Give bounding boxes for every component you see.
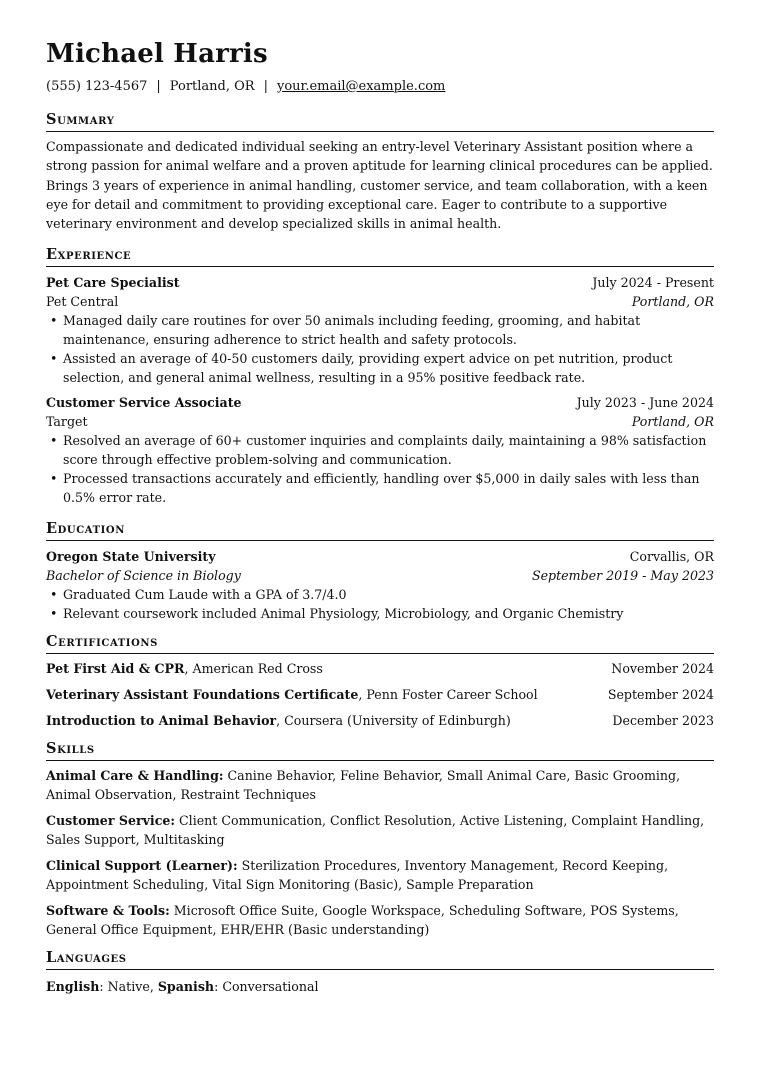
certification-name: Veterinary Assistant Foundations Certificate (46, 687, 359, 703)
summary-text: Compassionate and dedicated individual seeking an entry-level Veterinary Assistant position where a strong passion for animal welfare and a proven aptitude for learning clinical procedures can be applied. Brings 3 years of experience in animal handling, customer service, and team collaboration, with a keen eye for detail and commitment to providing exceptional care. Eager to contribute to a supportive veterinary environment and develop specialized skills in animal health. (46, 139, 713, 232)
phone-number: (555) 123-4567 (46, 79, 148, 94)
job-entry (46, 393, 714, 507)
contact-line (46, 79, 714, 95)
section-title-experience: Experience (46, 246, 714, 267)
education-bullets (46, 585, 714, 623)
language-name: Spanish (157, 979, 215, 995)
job-entry (46, 273, 714, 387)
bullet-text: Relevant coursework included Animal Physiology, Microbiology, and Organic Chemistry (63, 606, 624, 622)
bullet-text: Resolved an average of 60+ customer inquiries and complaints daily, maintaining a 98% satisfaction score through effective problem-solving and communication. (63, 433, 707, 468)
bullet-icon: • (50, 351, 58, 367)
job-role: Pet Care Specialist (46, 275, 180, 291)
job-location: Portland, OR (631, 294, 714, 310)
degree: Bachelor of Science in Biology (46, 568, 241, 584)
certification-row (46, 659, 714, 678)
certification-title (46, 685, 538, 704)
job-location: Portland, OR (631, 414, 714, 430)
certification-issuer: , Penn Foster Career School (358, 687, 538, 703)
contact-separator: | (156, 79, 161, 94)
job-role: Customer Service Associate (46, 395, 242, 411)
email-link[interactable]: your.email@example.com (276, 79, 446, 94)
skill-group (46, 811, 714, 849)
certification-date: December 2023 (612, 713, 714, 729)
language-name: English (46, 979, 100, 995)
list-item (46, 469, 714, 507)
job-bullets (46, 311, 714, 387)
skill-label: Animal Care & Handling: (46, 768, 224, 784)
list-item (46, 431, 714, 469)
skill-group (46, 766, 714, 804)
bullet-icon: • (50, 471, 58, 487)
section-title-education: Education (46, 520, 714, 541)
section-title-summary: Summary (46, 111, 714, 132)
bullet-text: Processed transactions accurately and efficiently, handling over $5,000 in daily sales with less than 0.5% error rate. (63, 471, 700, 506)
section-title-skills: Skills (46, 740, 714, 761)
skill-text: Canine Behavior, Feline Behavior, Small Animal Care, Basic Grooming, Animal Observation, Restraint Techniques (46, 768, 681, 803)
bullet-icon: • (50, 587, 58, 603)
skill-label: Clinical Support (Learner): (46, 858, 238, 874)
education-header (46, 547, 714, 566)
certification-date: November 2024 (611, 661, 714, 677)
list-item (46, 604, 714, 623)
languages-line (46, 977, 714, 996)
skill-group (46, 856, 714, 894)
job-header (46, 273, 714, 292)
school-name: Oregon State University (46, 549, 216, 565)
bullet-icon: • (50, 313, 58, 329)
job-company: Pet Central (46, 294, 119, 310)
certification-row (46, 711, 714, 730)
job-subheader (46, 412, 714, 431)
bullet-text: Managed daily care routines for over 50 animals including feeding, grooming, and habitat maintenance, ensuring adherence to strict health and safety protocols. (63, 313, 641, 348)
certification-name: Pet First Aid & CPR (46, 661, 185, 677)
section-title-languages: Languages (46, 949, 714, 970)
education-entry (46, 547, 714, 623)
job-dates: July 2024 - Present (592, 275, 714, 291)
location: Portland, OR (169, 79, 255, 94)
skill-group (46, 901, 714, 939)
skills-list (46, 766, 714, 939)
bullet-text: Assisted an average of 40-50 customers daily, providing expert advice on pet nutrition, product selection, and general animal wellness, resulting in a 95% positive feedback rate. (63, 351, 673, 386)
job-header (46, 393, 714, 412)
language-level: : Conversational (214, 979, 319, 995)
job-dates: July 2023 - June 2024 (576, 395, 714, 411)
certification-date: September 2024 (607, 687, 714, 703)
skill-text: Microsoft Office Suite, Google Workspace, Scheduling Software, POS Systems, General Office Equipment, EHR/EHR (Basic understanding) (46, 903, 679, 938)
bullet-icon: • (50, 606, 58, 622)
certification-row (46, 685, 714, 704)
skill-label: Customer Service: (46, 813, 176, 829)
certification-title (46, 711, 511, 730)
section-title-certifications: Certifications (46, 633, 714, 654)
skill-label: Software & Tools: (46, 903, 170, 919)
school-location: Corvallis, OR (629, 549, 714, 565)
job-bullets (46, 431, 714, 507)
certification-name: Introduction to Animal Behavior (46, 713, 277, 729)
bullet-icon: • (50, 433, 58, 449)
certification-issuer: , Coursera (University of Edinburgh) (276, 713, 511, 729)
contact-separator: | (263, 79, 268, 94)
education-dates: September 2019 - May 2023 (531, 568, 714, 584)
resume-page (46, 38, 714, 996)
skill-text: Sterilization Procedures, Inventory Management, Record Keeping, Appointment Scheduling, Vital Sign Monitoring (Basic), Sample Preparation (46, 858, 669, 893)
list-item (46, 585, 714, 604)
list-item (46, 311, 714, 349)
candidate-name: Michael Harris (46, 39, 268, 69)
bullet-text: Graduated Cum Laude with a GPA of 3.7/4.0 (63, 587, 347, 603)
job-company: Target (46, 414, 88, 430)
language-level: : Native, (99, 979, 158, 995)
certifications-list (46, 659, 714, 730)
certification-issuer: , American Red Cross (184, 661, 323, 677)
skill-text: Client Communication, Conflict Resolution, Active Listening, Complaint Handling, Sales Support, Multitasking (46, 813, 705, 848)
certification-title (46, 659, 323, 678)
list-item (46, 349, 714, 387)
education-subheader (46, 566, 714, 585)
job-subheader (46, 292, 714, 311)
